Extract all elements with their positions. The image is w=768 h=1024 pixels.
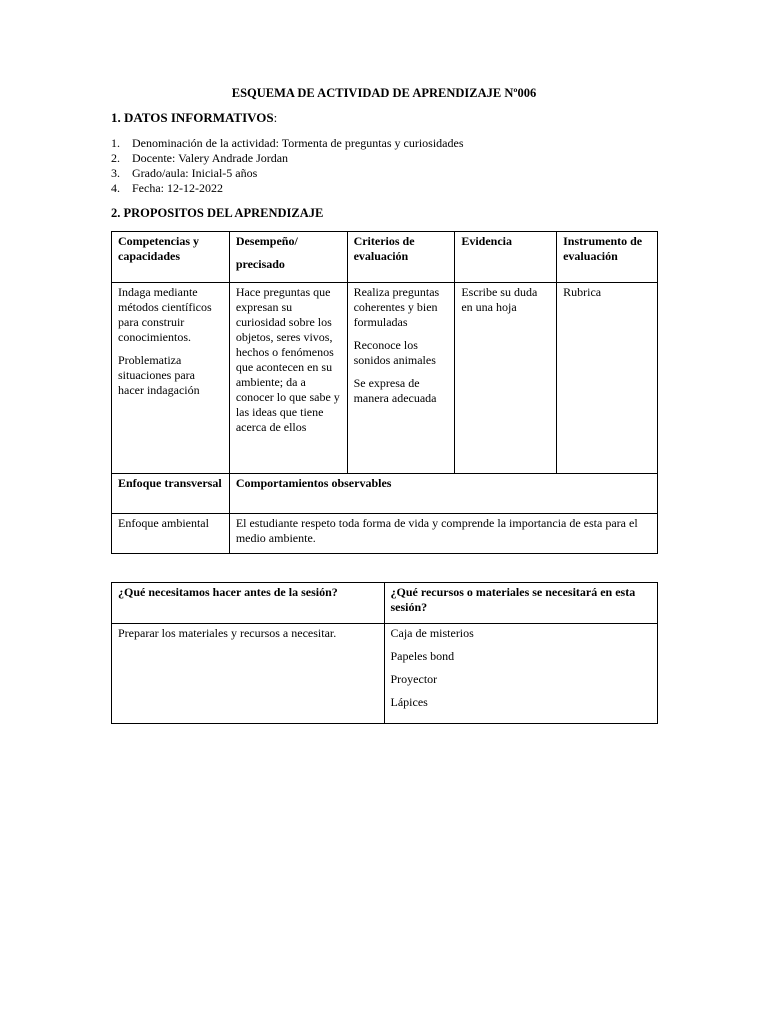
section1-heading: [111, 110, 277, 126]
header-before-session: ¿Qué necesitamos hacer antes de la sesión?: [112, 583, 385, 624]
cell-criterios: [347, 283, 455, 474]
info-item: [111, 136, 464, 151]
header-comportamientos: Comportamientos observables: [229, 474, 657, 514]
info-item-number: 2.: [111, 151, 120, 165]
cell-comportamientos: El estudiante respeto toda forma de vida y comprende la importancia de esta para el medio ambiente.: [229, 514, 657, 554]
table-row: [112, 624, 658, 724]
info-item-text: Docente: Valery Andrade Jordan: [132, 151, 289, 165]
cell-evidencia: Escribe su duda en una hoja: [455, 283, 557, 474]
material-item: Caja de misterios: [390, 626, 474, 640]
info-item-text: Grado/aula: Inicial-5 años: [132, 166, 258, 180]
header-desempeno-line2: precisado: [235, 257, 285, 271]
learning-purposes-table: [111, 231, 658, 554]
info-item-text: Fecha: 12-12-2022: [132, 181, 223, 195]
session-preparation-table: [111, 582, 658, 724]
info-item: [111, 181, 464, 196]
info-item-text: Denominación de la actividad: Tormenta de preguntas y curiosidades: [132, 136, 464, 150]
header-desempeno: [229, 232, 347, 283]
header-evidencia: Evidencia: [455, 232, 557, 283]
section2-heading: 2. PROPOSITOS DEL APRENDIZAJE: [111, 206, 324, 220]
cell-desempeno: Hace preguntas que expresan su curiosidad sobre los objetos, seres vivos, hechos o fenómenos que acontecen en su ambiente; da a conocer lo que sabe y las ideas que tiene acerca de ellos: [229, 283, 347, 474]
header-materials: ¿Qué recursos o materiales se necesitará en esta sesión?: [384, 583, 658, 624]
criterios-text-2: Reconoce los sonidos animales: [353, 338, 436, 367]
section1-heading-colon: :: [273, 110, 278, 125]
material-item: Papeles bond: [390, 649, 455, 663]
criterios-text-3: Se expresa de manera adecuada: [353, 376, 437, 405]
header-enfoque: Enfoque transversal: [112, 474, 230, 514]
header-desempeno-line1: Desempeño/: [235, 234, 298, 248]
cell-materials: [384, 624, 658, 724]
competencias-text-2: Problematiza situaciones para hacer indagación: [118, 353, 200, 397]
section1-heading-text: 1. DATOS INFORMATIVOS: [111, 110, 274, 125]
material-item: Lápices: [390, 695, 428, 709]
table-row: [112, 514, 658, 554]
document-title: ESQUEMA DE ACTIVIDAD DE APRENDIZAJE Nº006: [231, 86, 537, 100]
header-competencias: Competencias y capacidades: [112, 232, 230, 283]
header-instrumento: Instrumento de evaluación: [557, 232, 658, 283]
cell-enfoque: Enfoque ambiental: [112, 514, 230, 554]
info-item-number: 1.: [111, 136, 120, 150]
material-item: Proyector: [390, 672, 438, 686]
header-criterios: Criterios de evaluación: [347, 232, 455, 283]
criterios-text-1: Realiza preguntas coherentes y bien formuladas: [353, 285, 440, 329]
cell-instrumento: Rubrica: [557, 283, 658, 474]
cell-competencias: [112, 283, 230, 474]
cell-before-session: Preparar los materiales y recursos a necesitar.: [112, 624, 385, 724]
info-item-number: 4.: [111, 181, 120, 195]
table-row: [112, 474, 658, 514]
info-item: [111, 151, 464, 166]
table-row: [112, 283, 658, 474]
info-item: [111, 166, 464, 181]
info-item-number: 3.: [111, 166, 120, 180]
table-header-row: [112, 583, 658, 624]
info-list: [111, 136, 464, 196]
table-header-row: [112, 232, 658, 283]
competencias-text-1: Indaga mediante métodos científicos para construir conocimientos.: [118, 285, 212, 344]
